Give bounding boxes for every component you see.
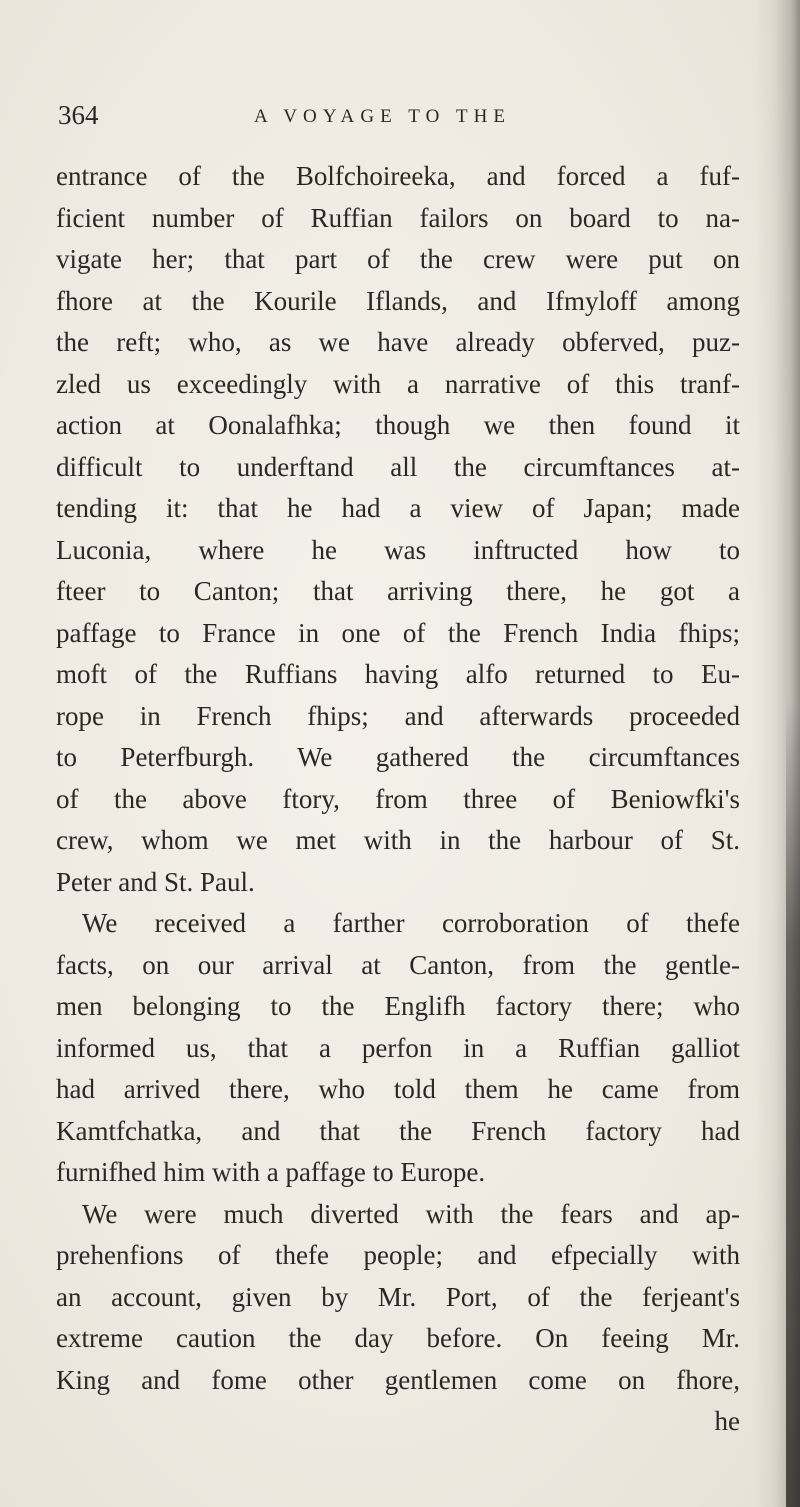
body-text <box>56 156 740 1443</box>
text-line: men belonging to the Englifh factory there; who <box>56 991 740 1021</box>
text-line: tending it: that he had a view of Japan; made <box>56 493 740 523</box>
running-head: A VOYAGE TO THE <box>254 106 512 127</box>
text-line: paffage to France in one of the French India fhips; <box>56 617 740 648</box>
text-line: rope in French fhips; and afterwards proceeded <box>56 700 740 731</box>
page-edge-binding <box>786 700 800 1507</box>
text-line: prehenfions of thefe people; and efpecially with <box>56 1240 740 1270</box>
text-line: an account, given by Mr. Port, of the ferjeant's <box>56 1281 740 1312</box>
text-line: action at Oonalafhka; though we then found it <box>56 410 740 440</box>
text-line: zled us exceedingly with a narrative of this tranf- <box>56 368 740 399</box>
text-line: the reft; who, as we have already obferved, puz- <box>56 327 740 357</box>
text-line: to Peterfburgh. We gathered the circumftances <box>56 742 740 772</box>
text-line: Peter and St. Paul. <box>56 866 255 897</box>
text-line: Luconia, where he was inftructed how to <box>56 534 740 565</box>
text-line: extreme caution the day before. On feeing Mr. <box>56 1323 740 1353</box>
text-line: vigate her; that part of the crew were put on <box>56 244 740 274</box>
text-line: We were much diverted with the fears and ap- <box>82 1198 740 1229</box>
page-number: 364 <box>58 100 99 130</box>
page-header <box>58 100 718 136</box>
text-line: Kamtfchatka, and that the French factory had <box>56 1115 740 1146</box>
text-line: King and fome other gentlemen come on fhore, <box>56 1364 740 1395</box>
text-line: difficult to underftand all the circumftances at- <box>56 451 740 482</box>
text-line: informed us, that a perfon in a Ruffian galliot <box>56 1032 740 1063</box>
text-line: moft of the Ruffians having alfo returned to Eu- <box>56 659 740 689</box>
text-line: fhore at the Kourile Iflands, and Ifmyloff among <box>56 285 740 316</box>
text-line: fteer to Canton; that arriving there, he got a <box>56 576 740 606</box>
text-line: of the above ftory, from three of Beniowfki's <box>56 783 740 814</box>
text-line: had arrived there, who told them he came from <box>56 1074 740 1104</box>
text-line: crew, whom we met with in the harbour of St. <box>56 825 740 855</box>
text-line: furnifhed him with a paffage to Europe. <box>56 1157 486 1187</box>
text-line: facts, on our arrival at Canton, from the gentle- <box>56 949 740 980</box>
text-line: We received a farther corroboration of thefe <box>82 908 740 938</box>
text-line: entrance of the Bolfchoireeka, and forced a fuf- <box>56 161 740 191</box>
text-line: ficient number of Ruffian failors on board to na- <box>56 202 740 233</box>
catchword: he <box>714 1406 740 1436</box>
